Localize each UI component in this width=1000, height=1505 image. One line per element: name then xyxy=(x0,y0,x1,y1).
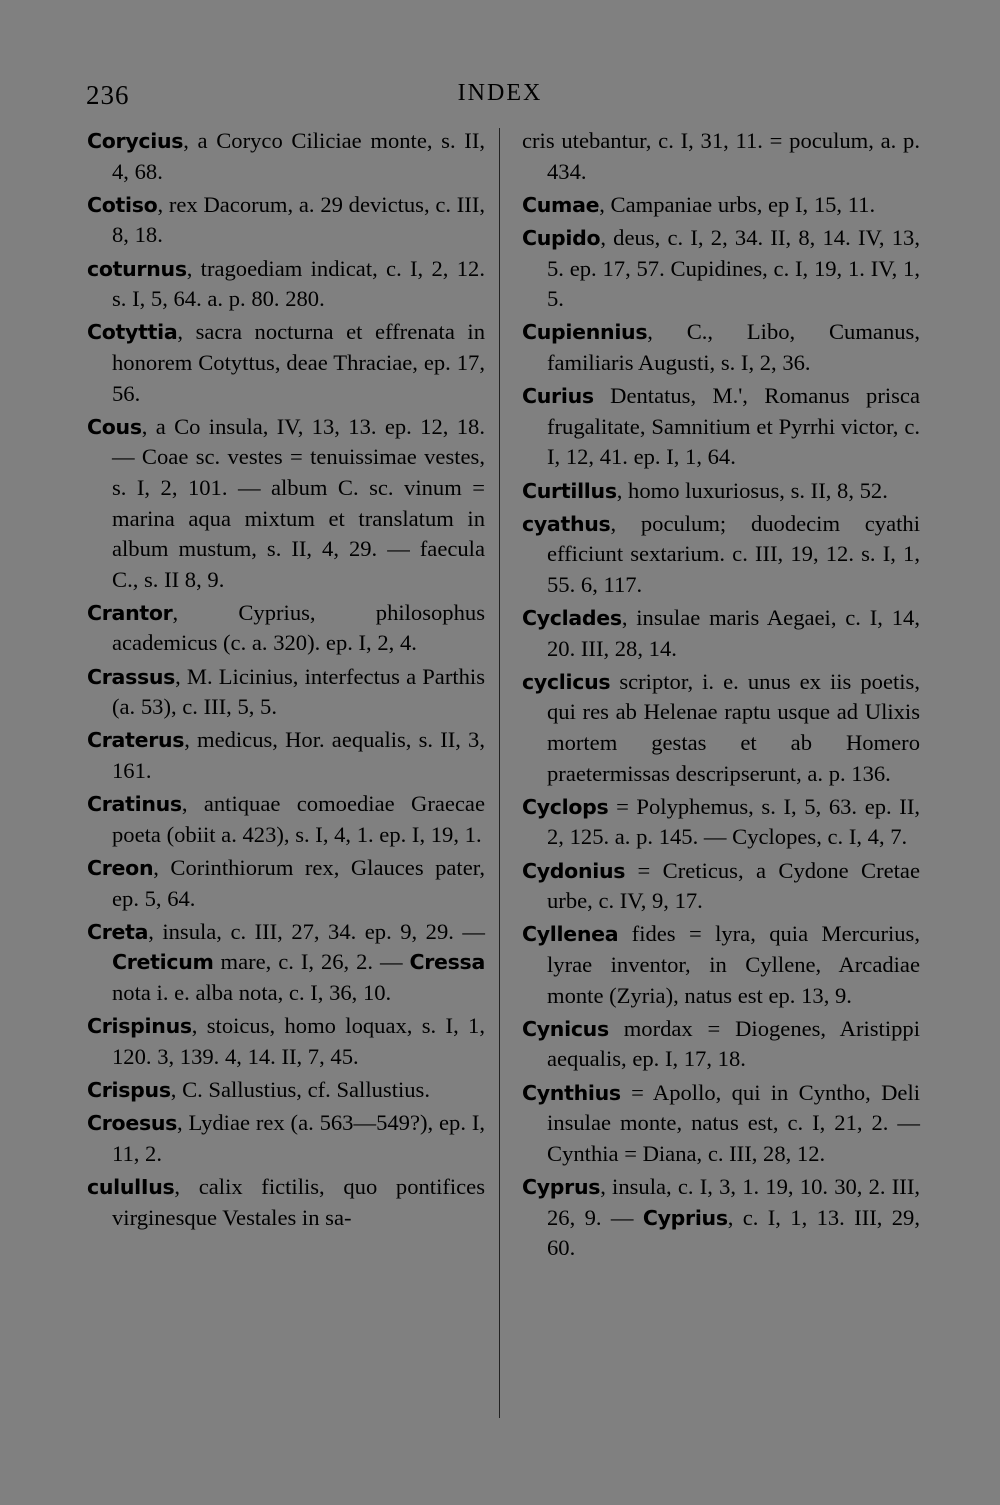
index-entry xyxy=(87,254,485,315)
entry-headword: Cous xyxy=(87,414,142,439)
entry-text: , Corinthiorum rex, Glauces pater, ep. 5, 64. xyxy=(112,855,485,911)
index-entry xyxy=(87,1011,485,1072)
entry-headword: Curius xyxy=(522,384,594,409)
entry-headword: Cupiennius xyxy=(522,320,648,345)
entry-headword: Cyprius xyxy=(642,1205,728,1230)
index-entry xyxy=(522,190,920,221)
entry-headword: Cotyttia xyxy=(87,320,178,345)
index-entry xyxy=(87,853,485,914)
entry-text: , Cyprius, philosophus academicus (c. a. 320). ep. I, 2, 4. xyxy=(112,599,485,656)
entry-text: fides = lyra, quia Mercurius, lyrae inventor, in Cyllene, Arcadiae monte (Zyria), natus est ep. 13, 9. xyxy=(547,921,920,1008)
index-entry xyxy=(522,317,920,378)
entry-text: nota i. e. alba nota, c. I, 36, 10. xyxy=(112,979,392,1005)
entry-text: , sacra nocturna et effrenata in honorem Cotyttus, deae Thraciae, ep. 17, 56. xyxy=(112,319,485,406)
entry-text: , tragoediam indicat, c. I, 2, 12. s. I, 5, 64. a. p. 80. 280. xyxy=(112,255,485,312)
entry-text: , C., Libo, Cumanus, familiaris Augusti, s. I, 2, 36. xyxy=(547,319,920,375)
index-entry xyxy=(87,126,485,187)
entry-text: , a Co insula, IV, 13, 13. ep. 12, 18. — Coae sc. vestes = tenuissimae vestes, s. I, 2, 101. — album C. sc. vinum = marina aqua mixtum et translatum in album mustum, s. II, 4, 29. — faecula C., s. II 8, 9. xyxy=(112,413,485,592)
index-entry xyxy=(87,412,485,596)
entry-text: , poculum; duodecim cyathi efficiunt sextarium. c. III, 19, 12. s. I, 1, 55. 6, 117. xyxy=(547,510,920,597)
entry-text: = Polyphemus, s. I, 5, 63. ep. II, 2, 125. a. p. 145. — Cyclopes, c. I, 4, 7. xyxy=(547,793,920,850)
entry-headword: cyathus xyxy=(522,511,611,536)
entry-text: , calix fictilis, quo pontifices virginesque Vestales in sa- xyxy=(112,1173,485,1230)
index-entry xyxy=(87,598,485,659)
index-entry xyxy=(522,1172,920,1264)
index-entry xyxy=(87,1108,485,1169)
page-number: 236 xyxy=(86,80,130,110)
index-entry xyxy=(87,789,485,850)
index-entry xyxy=(87,662,485,723)
entry-text: , deus, c. I, 2, 34. II, 8, 14. IV, 13, 5. ep. 17, 57. Cupidines, c. I, 19, 1. IV, 1, 5. xyxy=(547,224,920,312)
entry-headword: Cratinus xyxy=(87,792,182,817)
entry-headword: Creon xyxy=(87,856,154,880)
entry-headword: Crassus xyxy=(87,664,176,689)
entry-headword: Creticum xyxy=(112,950,214,975)
entry-headword: Cydonius xyxy=(522,858,626,883)
entry-headword: Cressa xyxy=(409,950,485,975)
entry-text: mordax = Diogenes, Aristippi aequalis, ep. I, 17, 18. xyxy=(547,1015,920,1072)
entry-text: , stoicus, homo loquax, s. I, 1, 120. 3, 139. 4, 14. II, 7, 45. xyxy=(112,1013,485,1069)
left-column xyxy=(87,126,485,1236)
index-entry xyxy=(87,1075,485,1106)
column-divider xyxy=(499,128,500,1418)
entry-text: , rex Dacorum, a. 29 devictus, c. III, 8, 18. xyxy=(112,191,485,248)
entry-text: = Apollo, qui in Cyntho, Deli insulae monte, natus est, c. I, 21, 2. — Cynthia = Diana, c. III, 28, 12. xyxy=(547,1079,920,1166)
entry-headword: Crispinus xyxy=(87,1014,192,1039)
entry-text: , C. Sallustius, cf. Sallustius. xyxy=(170,1076,430,1102)
entry-text: mare, c. I, 26, 2. — xyxy=(213,949,410,975)
entry-text: , a Coryco Ciliciae monte, s. II, 4, 68. xyxy=(112,128,485,184)
entry-headword: cyclicus xyxy=(522,669,611,694)
entry-headword: Cyprus xyxy=(522,1174,601,1199)
entry-headword: Cyclades xyxy=(522,606,622,631)
entry-text: , insula, c. III, 27, 34. ep. 9, 29. — xyxy=(148,918,485,944)
entry-headword: coturnus xyxy=(87,256,187,281)
entry-text: , insula, c. I, 3, 1. 19, 10. 30, 2. III, 26, 9. — xyxy=(547,1173,920,1230)
entry-text: cris utebantur, c. I, 31, 11. = poculum, a. p. 434. xyxy=(522,128,920,184)
entry-text: scriptor, i. e. unus ex iis poetis, qui res ab Helenae raptu usque ad Ulixis mortem gestas et ab Homero praetermissas descripserunt, a. p. 136. xyxy=(547,668,920,786)
index-entry xyxy=(87,190,485,251)
index-entry xyxy=(522,223,920,315)
entry-text: = Creticus, a Cydone Cretae urbe, c. IV, 9, 17. xyxy=(547,857,920,914)
index-entry xyxy=(522,919,920,1011)
index-entry xyxy=(522,381,920,473)
entry-headword: Cyllenea xyxy=(522,922,619,947)
entry-headword: Creta xyxy=(87,919,149,944)
index-entry xyxy=(522,476,920,507)
entry-text: , antiquae comoediae Graecae poeta (obiit a. 423), s. I, 4, 1. ep. I, 19, 1. xyxy=(112,791,485,847)
index-entry xyxy=(522,792,920,853)
entry-text: , medicus, Hor. aequalis, s. II, 3, 161. xyxy=(112,727,485,784)
index-entry xyxy=(87,725,485,786)
entry-headword: Croesus xyxy=(87,1111,178,1136)
entry-headword: Cupido xyxy=(522,225,601,250)
index-entry xyxy=(87,317,485,409)
entry-headword: Cotiso xyxy=(87,192,158,217)
entry-text: , M. Licinius, interfectus a Parthis (a. 53), c. III, 5, 5. xyxy=(112,663,485,720)
running-head: INDEX xyxy=(457,80,543,106)
index-entry xyxy=(522,1078,920,1170)
index-entry xyxy=(522,126,920,187)
index-entry xyxy=(87,917,485,1009)
entry-text: , Campaniae urbs, ep I, 15, 11. xyxy=(599,191,876,217)
entry-headword: Craterus xyxy=(87,728,185,753)
entry-headword: cululIus xyxy=(87,1174,175,1199)
index-entry xyxy=(522,1014,920,1075)
entry-text: , Lydiae rex (a. 563—549?), ep. I, 11, 2. xyxy=(112,1110,485,1166)
entry-headword: Cumae xyxy=(522,192,600,217)
entry-headword: Curtillus xyxy=(522,478,617,503)
index-entry xyxy=(522,509,920,601)
entry-text: , c. I, 1, 13. III, 29, 60. xyxy=(547,1204,920,1261)
entry-headword: Crispus xyxy=(87,1077,171,1102)
index-entry xyxy=(87,1172,485,1233)
entry-headword: Cyclops xyxy=(522,794,609,819)
entry-headword: Crantor xyxy=(87,600,173,625)
entry-text: , homo luxuriosus, s. II, 8, 52. xyxy=(616,477,888,503)
index-entry xyxy=(522,856,920,917)
index-entry xyxy=(522,667,920,789)
entry-headword: Cynthius xyxy=(522,1080,621,1105)
entry-headword: Corycius xyxy=(87,129,184,153)
entry-text: , insulae maris Aegaei, c. I, 14, 20. III, 28, 14. xyxy=(547,605,920,661)
right-column xyxy=(522,126,920,1266)
entry-text: Dentatus, M.', Romanus prisca frugalitate, Samnitium et Pyrrhi victor, c. I, 12, 41. ep. I, 1, 64. xyxy=(547,383,920,470)
entry-headword: Cynicus xyxy=(522,1016,609,1041)
index-entry xyxy=(522,603,920,664)
